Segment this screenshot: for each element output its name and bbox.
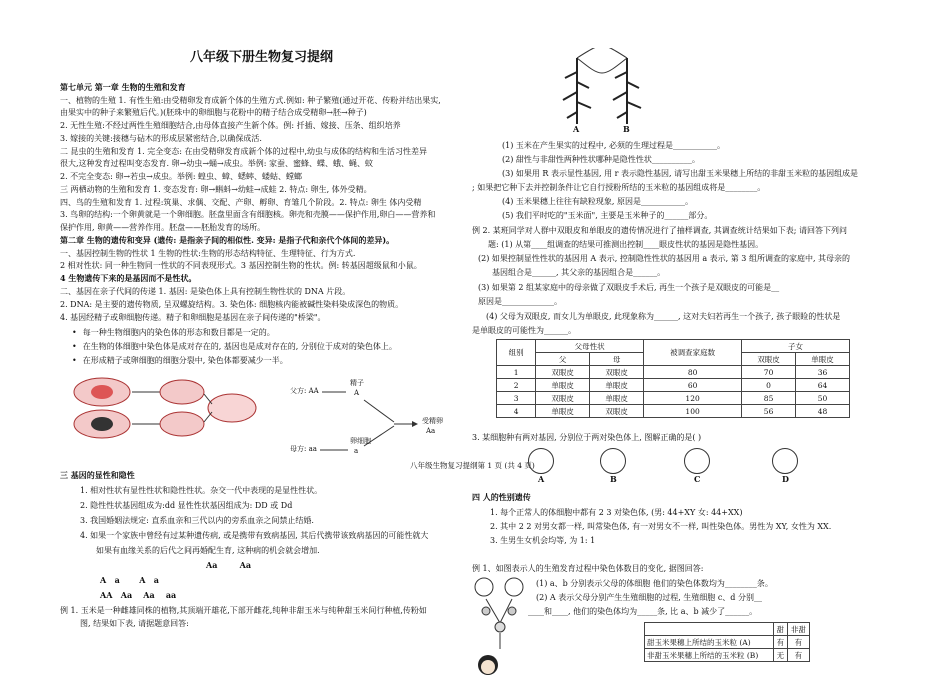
question: 题: (1) 从第____组调查的结果可推测出控制____眼皮性状的基因是隐性基因。	[488, 240, 764, 249]
corn-plants-svg	[557, 48, 647, 136]
table-cell: 2	[497, 379, 536, 392]
subheader-cell: 单眼皮	[796, 353, 850, 366]
page-footer: 八年级生物复习提纲第 1 页 (共 4 页)	[410, 461, 535, 470]
text-line: 很大,这种发育过程叫变态发育. 卵→幼虫→蛹→成虫。举例: 家蚕、蜜蜂、蝶、蛾、蝇、蚊	[60, 159, 373, 168]
gene-transmission-diagram	[290, 378, 470, 468]
table-cell: 有	[787, 636, 809, 649]
text-line: 二、基因在亲子代间的传递 1. 基因: 是染色体上具有控制生物性状的 DNA 片段。	[60, 287, 351, 296]
header-cell: 子女	[742, 340, 850, 353]
table-cell: 无	[773, 649, 787, 662]
text-line: 由果实中的种子来繁殖后代。)(胚珠中的卵细胞与花粉中的精子结合成受精卵→胚→种子)	[60, 108, 367, 117]
text-line: 2 相对性状: 同一种生物同一性状的不同表现形式。3 基因控制生物的性状。例: 转基因超级鼠和小鼠。	[60, 261, 422, 270]
unit-heading: 第七单元 第一章 生物的生殖和发育	[60, 82, 186, 92]
table-cell: 有	[773, 636, 787, 649]
table-cell: 1	[497, 366, 536, 379]
table-header-row	[497, 340, 850, 353]
family-svg	[472, 575, 532, 680]
cell-option-c-icon	[684, 448, 710, 474]
cell-option-a-icon	[528, 448, 554, 474]
question: (1) a、b 分别表示父母的体细胞 他们的染色体数均为________条。	[536, 579, 773, 588]
text-line: 2. 不完全变态: 卵→若虫→成虫。举例: 蝗虫、蟑、蟋蟀、蝼蛄、螳螂	[60, 172, 303, 181]
question: (1) 玉米在产生果实的过程中, 必须的生理过程是___________。	[502, 141, 725, 150]
table-cell: 双眼皮	[536, 392, 590, 405]
question: (2) A 表示父母分别产生生殖细胞的过程, 生殖细胞 c、d 分别__	[536, 593, 762, 602]
corn-label-a: A	[573, 124, 580, 134]
table-row	[497, 366, 850, 379]
sperm-label: 精子	[350, 379, 364, 387]
corn-result-table	[644, 622, 810, 662]
question: (2) 甜性与非甜性两种性状哪种是隐性性状__________。	[502, 155, 700, 164]
genotype-row: A a A a	[100, 575, 159, 585]
text-line: 一、植物的生殖 1. 有性生殖:由受精卵发育成新个体的生殖方式.例如: 种子繁殖(通过开花、传粉并结出果实,	[60, 96, 441, 105]
table-cell: 双眼皮	[590, 405, 644, 418]
zygote-label: 受精卵	[422, 417, 443, 425]
table-cell: 48	[796, 405, 850, 418]
question: 例 2. 某班同学对人群中双眼皮和单眼皮的遗传情况进行了抽样调查, 其调查统计结果如下表; 请回答下列问	[472, 226, 848, 235]
question: 3. 某细胞种有两对基因, 分别位于两对染色体上, 图解正确的是( )	[472, 433, 702, 442]
cell-label: A	[538, 474, 545, 484]
table-header-row	[645, 623, 810, 636]
text-line: 一、基因控制生物的性状 1 生物的性状:生物的形态结构特征、生理特征、行为方式.	[60, 249, 356, 258]
example-text: 例 1. 玉米是一种雌雄同株的植物,其顶端开雄花,下部开雌花,纯种非甜玉米与纯种甜玉米间行种植,传粉如	[60, 606, 427, 615]
chapter-heading: 第二章 生物的遗传和变异 (遗传: 是指亲子间的相似性. 变异: 是指子代和亲代个体间的差异)。	[60, 235, 395, 245]
table-cell: 双眼皮	[536, 366, 590, 379]
cell-diagram-svg	[62, 372, 262, 442]
table-cell: 36	[796, 366, 850, 379]
table-cell: 85	[742, 392, 796, 405]
table-row	[645, 649, 810, 662]
zygote-gene: Aa	[426, 427, 436, 435]
table-cell: 非甜玉米果穗上所结的玉米粒 (B)	[645, 649, 774, 662]
table-cell: 单眼皮	[536, 405, 590, 418]
text-line: 3. 生男生女机会均等, 为 1: 1	[490, 536, 596, 545]
header-cell: 甜	[773, 623, 787, 636]
table-row	[497, 392, 850, 405]
cell-label: B	[610, 474, 617, 484]
table-cell: 甜玉米果穗上所结的玉米粒 (A)	[645, 636, 774, 649]
corn-figure	[557, 48, 647, 136]
text-line: 3. 我国婚姻法规定: 直系血亲和三代以内的旁系血亲之间禁止结婚.	[80, 516, 314, 525]
table-row	[497, 405, 850, 418]
question: 原因是_____________。	[478, 297, 562, 306]
table-cell: 单眼皮	[590, 379, 644, 392]
header-cell: 被调查家庭数	[644, 340, 742, 366]
text-line: 2. 隐性性状基因组成为:dd 显性性状基因组成为: DD 或 Dd	[80, 501, 293, 510]
table-cell: 64	[796, 379, 850, 392]
table-cell: 120	[644, 392, 742, 405]
cell-label: D	[782, 474, 789, 484]
family-figure	[472, 575, 532, 680]
table-cell: 100	[644, 405, 742, 418]
question: ; 如果把它种下去并控制条件让它自行授粉所结的玉米粒的基因组成将是________。	[472, 183, 766, 192]
text-line: 2. DNA: 是主要的遗传物质, 呈双螺旋结构。3. 染色体: 细胞核内能被碱性染料染成深色的物质。	[60, 300, 404, 309]
table-cell: 双眼皮	[590, 366, 644, 379]
subheader-cell: 母	[590, 353, 644, 366]
table-row	[645, 636, 810, 649]
cell-option-b-icon	[600, 448, 626, 474]
table-cell: 有	[787, 649, 809, 662]
table-cell: 3	[497, 392, 536, 405]
document-title: 八年级下册生物复习提纲	[190, 50, 334, 65]
question: 基因组合是______, 其父亲的基因组合是______。	[492, 268, 666, 277]
text-line: 4. 基因经精子或卵细胞传递。精子和卵细胞是基因在亲子间传递的"桥梁"。	[60, 313, 326, 322]
bullet-item: • 每一种生物细胞内的染色体的形态和数目都是一定的。	[72, 327, 275, 338]
bullet-item: • 在生物的体细胞中染色体是成对存在的, 基因也是成对存在的, 分别位于成对的染色体上。	[72, 341, 397, 352]
text-line: 4. 如果一个家族中曾经有过某种遗传病, 或是携带有致病基因, 其后代携带该致病基因的可能性就大	[80, 531, 429, 540]
table-cell: 80	[644, 366, 742, 379]
text-line: 二 昆虫的生殖和发育 1. 完全变态: 在由受精卵发育成新个体的过程中,幼虫与成体的结构和生活习性差异	[60, 147, 428, 156]
example-text: 图, 结果如下表, 请据题意回答:	[80, 619, 189, 628]
question: (2) 如果控制显性性状的基因用 A 表示, 控制隐性性状的基因用 a 表示, 第 3 组所调查的家庭中, 其母亲的	[478, 254, 851, 263]
table-cell: 50	[796, 392, 850, 405]
egg-label: 卵细胞	[350, 437, 371, 445]
question: (5) 我们平时吃的"玉米面", 主要是玉米种子的______部分。	[502, 211, 713, 220]
section3-heading: 三 基因的显性和隐性	[60, 470, 135, 480]
header-cell	[645, 623, 774, 636]
text-line: 2. 无性生殖:不经过两性生殖细胞结合,由母体直接产生新个体。例: 扦插、嫁接、压条、组织培养	[60, 121, 401, 130]
table-cell: 70	[742, 366, 796, 379]
eyelid-survey-table	[496, 339, 850, 418]
mother-label: 母方: aa	[290, 445, 317, 453]
section4-heading: 四 人的性别遗传	[472, 492, 531, 502]
subheader-cell: 双眼皮	[742, 353, 796, 366]
question: ____和____, 他们的染色体均为_____条, 比 a、b 减少了______。	[528, 607, 758, 616]
header-cell: 非甜	[787, 623, 809, 636]
header-cell: 组别	[497, 340, 536, 366]
example-text: 例 1、如图表示人的生殖发育过程中染色体数目的变化, 据图回答:	[472, 564, 704, 573]
text-line: 4 生物遗传下来的是基因而不是性状。	[60, 273, 197, 283]
text-line: 2. 其中 2 2 对男女都一样, 叫常染色体, 有一对男女不一样, 叫性染色体。男性为 XY, 女性为 XX.	[490, 522, 832, 531]
table-cell: 4	[497, 405, 536, 418]
table-cell: 单眼皮	[536, 379, 590, 392]
question: 是单眼皮的可能性为______。	[472, 326, 576, 335]
cell-division-figure	[62, 372, 262, 442]
corn-label-b: B	[623, 124, 630, 134]
text-line: 3. 鸟卵的结构:一个卵黄就是一个卵细胞。胚盘里面含有细胞核。卵壳和壳膜——保护作用,卵白——营养和	[60, 210, 436, 219]
cell-option-d-icon	[772, 448, 798, 474]
text-line: 四、鸟的生殖和发育 1. 过程:筑巢、求偶、交配、产卵、孵卵、育雏几个阶段。2. 特点: 卵生 体内受精	[60, 198, 422, 207]
question: (4) 玉米果穗上往往有缺粒现象, 原因是___________。	[502, 197, 693, 206]
table-row	[497, 379, 850, 392]
text-line: 三 两栖动物的生殖和发育 1. 变态发育: 卵→蝌蚪→幼蛙→成蛙 2. 特点: 卵生, 体外受精。	[60, 185, 372, 194]
father-label: 父方: AA	[290, 387, 319, 395]
text-line: 3. 嫁接的关键:接穗与砧木的形成层紧密结合,以确保成活.	[60, 134, 262, 143]
text-line: 1. 每个正常人的体细胞中都有 2 3 对染色体, (男: 44+XY 女: 44+XX)	[490, 508, 743, 517]
header-cell: 父母性状	[536, 340, 644, 353]
table-cell: 单眼皮	[590, 392, 644, 405]
cell-label: C	[694, 474, 701, 484]
question: (4) 父母为双眼皮, 而女儿为单眼皮, 此现象称为______, 这对夫妇若再生一个孩子, 孩子眼睑的性状是	[486, 312, 841, 321]
egg-gene: a	[354, 447, 359, 455]
text-line: 保护作用, 卵黄——营养作用。胚盘——胚胎发育的场所。	[60, 223, 266, 232]
bullet-item: • 在形成精子或卵细胞的细胞分裂中, 染色体都要减少一半。	[72, 355, 288, 366]
sperm-gene: A	[354, 389, 360, 397]
genotype-row: Aa Aa	[206, 560, 252, 570]
genotype-row: AA Aa Aa aa	[100, 590, 177, 600]
question: (3) 如果第 2 组某家庭中的母亲做了双眼皮手术后, 再生一个孩子是双眼皮的可能是__	[478, 283, 780, 292]
table-cell: 56	[742, 405, 796, 418]
text-line: 如果有血缘关系的后代之间再婚配生育, 这种病的机会就会增加.	[96, 546, 320, 555]
question: (3) 如果用 R 表示显性基因, 用 r 表示隐性基因, 请写出甜玉米果穗上所结的非甜玉米粒的基因组成是	[502, 169, 859, 178]
table-cell: 0	[742, 379, 796, 392]
subheader-cell: 父	[536, 353, 590, 366]
text-line: 1. 相对性状有显性性状和隐性性状。杂交一代中表现的是显性性状。	[80, 486, 323, 495]
table-cell: 60	[644, 379, 742, 392]
